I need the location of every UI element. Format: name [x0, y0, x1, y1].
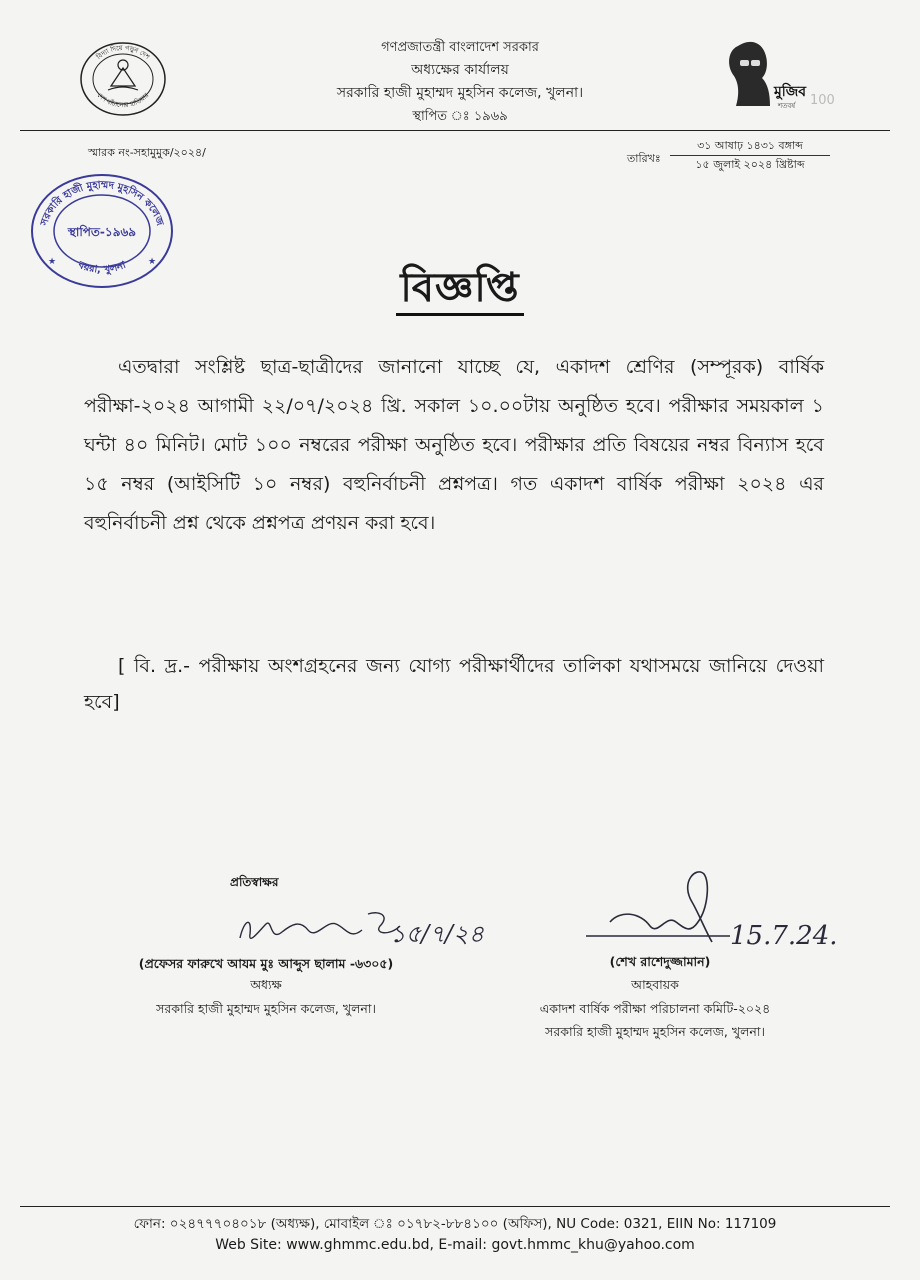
letterhead [250, 36, 670, 128]
principal-name: (প্রফেসর ফারুখে আযম মুঃ আব্দুস ছালাম -৬৩০৫) [138, 956, 394, 971]
principal-college: সরকারি হাজী মুহাম্মদ মুহসিন কলেজ, খুলনা। [156, 1001, 376, 1016]
countersign-label: প্রতিস্বাক্ষর [230, 875, 279, 889]
notice-body: এতদ্বারা সংশ্লিষ্ট ছাত্র-ছাত্রীদের জানানো যাচ্ছে যে, একাদশ শ্রেণির (সম্পূরক) বার্ষিক পরীক্ষা-২০২৪ আগামী ২২/০৭/২০২৪ খ্রি. সকাল ১০.০০টায় অনুষ্ঠিত হবে। পরীক্ষার সময়কাল ১ ঘন্টা ৪০ মিনিট। মোট ১০০ নম্বরের পরীক্ষা অনুষ্ঠিত হবে। পরীক্ষার প্রতি বিষয়ের নম্বর বিন্যাস হবে ১৫ নম্বর (আইসিটি ১০ নম্বর) বহুনির্বাচনী প্রশ্নপত্র। গত একাদশ বার্ষিক পরীক্ষা ২০২৪ এর বহুনির্বাচনী প্রশ্ন থেকে প্রশ্নপত্র প্রণয়ন করা হবে। [84, 356, 824, 534]
college-logo [78, 40, 168, 118]
footer-divider [20, 1206, 890, 1207]
date-label: তারিখঃ [627, 152, 661, 165]
emblem-watermark-number: 100 [810, 93, 835, 108]
svg-text:দেশ বাঁচানোর হাতিয়ার [96, 91, 151, 109]
convener-name: (শেখ রাশেদুজ্জামান) [609, 954, 711, 969]
date-block [670, 137, 830, 174]
footer-web-email: Web Site: www.ghmmc.edu.bd, E-mail: govt.hmmc_khu@yahoo.com [215, 1237, 695, 1253]
footer [20, 1214, 890, 1256]
convener-college: সরকারি হাজী মুহাম্মদ মুহসিন কলেজ, খুলনা। [545, 1024, 765, 1039]
seal-ring-text: সরকারি হাজী মুহাম্মদ মুহসিন কলেজ [39, 179, 166, 228]
principal-role: অধ্যক্ষ [250, 977, 282, 992]
logo-top-text: বিদ্যা দিয়ে গড়ুন দেশ [94, 43, 152, 62]
header-divider [20, 130, 890, 131]
principal-signature-date: ১৫/৭/২৪ [390, 920, 485, 948]
date-bangla: ৩১ আষাঢ় ১৪৩১ বঙ্গাব্দ [697, 139, 803, 152]
emblem-text: মুজিব [774, 84, 807, 100]
convener-signature-date: 15.7.24. [730, 921, 838, 951]
notice-title [0, 256, 920, 323]
established-year: স্থাপিত ঃ ১৯৬৯ [412, 109, 508, 124]
date-english: ১৫ জুলাই ২০২৪ খ্রিষ্টাব্দ [670, 155, 830, 174]
footer-contacts: ফোন: ০২৪৭৭৭০৪০১৮ (অধ্যক্ষ), মোবাইল ঃ ০১৭৮২-৮৮৪১০০ (অফিস), NU Code: 0321, EIIN No: 117109 [133, 1216, 777, 1232]
convener-committee: একাদশ বার্ষিক পরীক্ষা পরিচালনা কমিটি-২০২৪ [539, 1001, 771, 1016]
notice-note: [ বি. দ্র.- পরীক্ষায় অংশগ্রহনের জন্য যোগ্য পরীক্ষার্থীদের তালিকা যথাসময়ে জানিয়ে দেওয়া হবে] [84, 655, 824, 713]
seal-center-text: স্থাপিত-১৯৬৯ [67, 225, 137, 239]
principal-signature [230, 890, 485, 960]
logo-bottom-text: দেশ বাঁচানোর হাতিয়ার [95, 91, 151, 110]
mujib-centenary-emblem [718, 36, 835, 116]
seal-star-right: ★ [148, 257, 157, 267]
govt-name: গণপ্রজাতন্ত্রী বাংলাদেশ সরকার [381, 40, 539, 55]
seal-bottom-text: বয়রা, খুলনা [76, 259, 128, 276]
svg-text:বিদ্যা দিয়ে গড়ুন দেশ [94, 44, 152, 62]
emblem-subtext: শতবর্ষ [778, 102, 796, 110]
college-name: সরকারি হাজী মুহাম্মদ মুহসিন কলেজ, খুলনা। [336, 85, 584, 101]
memo-reference: স্মারক নং-সহামুমুক/২০২৪/ [88, 146, 206, 159]
notice-title-text: বিজ্ঞপ্তি [396, 265, 523, 316]
office-name: অধ্যক্ষের কার্যালয় [411, 62, 509, 78]
convener-role: আহবায়ক [631, 977, 679, 992]
seal-star-left: ★ [48, 257, 57, 267]
